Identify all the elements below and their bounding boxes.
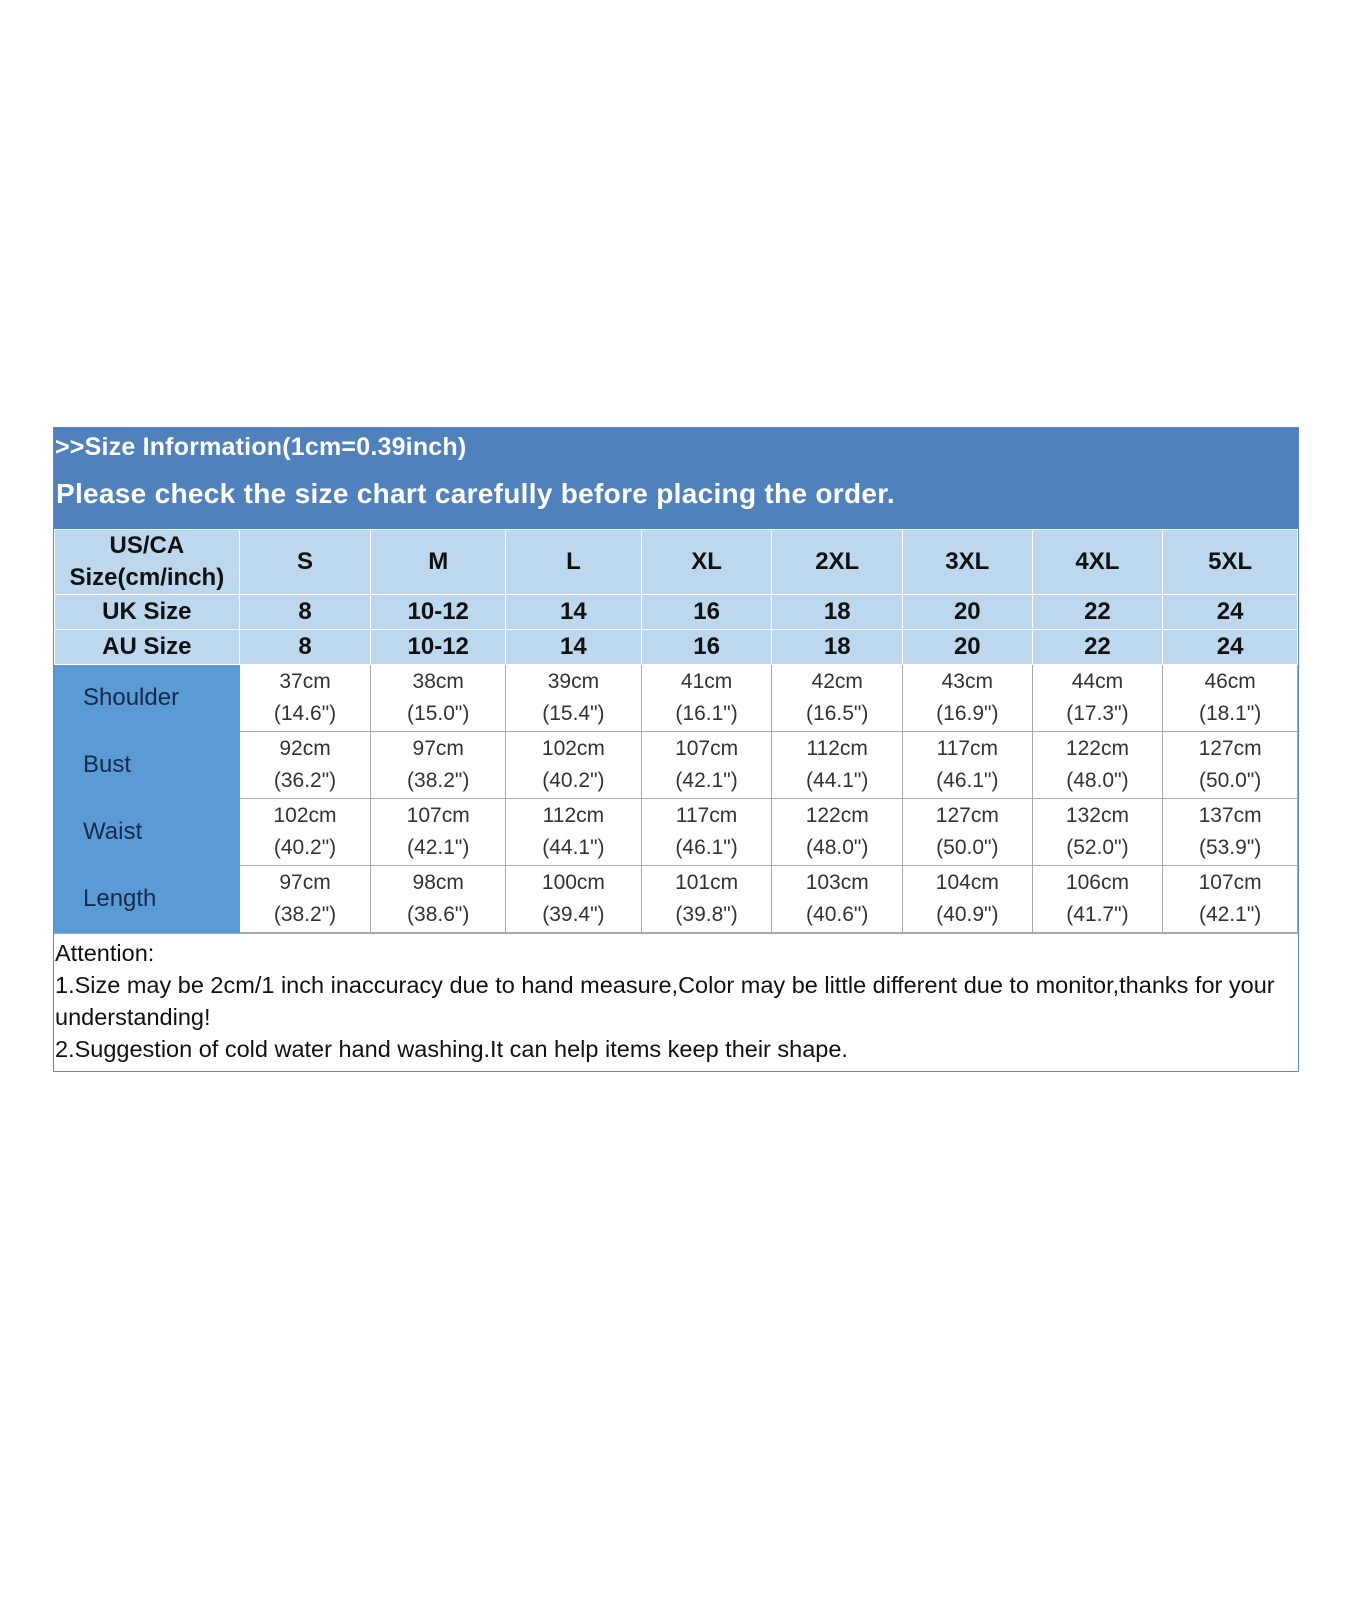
measurement-cm: 41cm: [680, 670, 733, 693]
measurement-cell: [371, 866, 506, 933]
attention-title: Attention:: [55, 940, 155, 966]
measurement-inch: (39.4"): [542, 903, 605, 926]
measurement-cm: 127cm: [1198, 737, 1262, 760]
measurement-cm: 137cm: [1198, 804, 1262, 827]
measurement-cm: 122cm: [1065, 737, 1129, 760]
size-header-5: 3XL: [903, 530, 1033, 595]
size-header-7: 5XL: [1163, 530, 1298, 595]
measurement-label: Waist: [55, 799, 240, 866]
measurement-cm: 122cm: [805, 804, 869, 827]
measurement-cm: 92cm: [279, 737, 331, 760]
measurement-cm: 104cm: [935, 871, 999, 894]
measurement-cell: [903, 799, 1033, 866]
measurement-cm: 107cm: [406, 804, 470, 827]
size-info-instruction: Please check the size chart carefully before placing the order.: [56, 478, 896, 509]
measurement-label: Length: [55, 866, 240, 933]
measurement-inch: (52.0"): [1066, 836, 1129, 859]
au-size-value-3: 16: [641, 630, 772, 665]
measurement-row-waist: [55, 799, 1298, 866]
measurement-cell: [903, 732, 1033, 799]
measurement-label: Shoulder: [55, 665, 240, 732]
measurement-cell: [1163, 799, 1298, 866]
measurement-cell: [772, 665, 903, 732]
measurement-inch: (15.0"): [407, 702, 470, 725]
size-header-2: L: [506, 530, 642, 595]
measurement-cell: [772, 732, 903, 799]
uk-size-value-2: 14: [506, 595, 642, 630]
measurement-inch: (40.2"): [273, 836, 337, 859]
measurement-cm: 117cm: [936, 737, 999, 760]
measurement-cm: 107cm: [675, 737, 739, 760]
measurement-cell: [506, 799, 642, 866]
size-header-3: XL: [641, 530, 772, 595]
uk-size-value-5: 20: [903, 595, 1033, 630]
au-size-value-2: 14: [506, 630, 642, 665]
measurement-cm: 97cm: [412, 737, 464, 760]
measurement-inch: (50.0"): [936, 836, 999, 859]
measurement-inch: (39.8"): [675, 903, 738, 926]
measurement-inch: (40.2"): [542, 769, 605, 792]
uk-size-label: UK Size: [55, 595, 240, 630]
au-size-value-7: 24: [1163, 630, 1298, 665]
measurement-inch: (16.9"): [936, 702, 999, 725]
measurement-inch: (44.1"): [806, 769, 869, 792]
measurement-cm: 98cm: [412, 871, 464, 894]
size-table: [54, 529, 1298, 933]
measurement-cm: 101cm: [675, 871, 739, 894]
measurement-cm: 107cm: [1198, 871, 1262, 894]
measurement-inch: (36.2"): [273, 769, 337, 792]
au-size-value-4: 18: [772, 630, 903, 665]
measurement-cell: [641, 866, 772, 933]
measurement-cm: 97cm: [279, 871, 331, 894]
measurement-cell: [239, 799, 371, 866]
uk-size-value-1: 10-12: [371, 595, 506, 630]
measurement-row-bust: [55, 732, 1298, 799]
measurement-cell: [371, 799, 506, 866]
size-header-4: 2XL: [772, 530, 903, 595]
measurement-inch: (44.1"): [542, 836, 605, 859]
measurement-cell: [239, 665, 371, 732]
measurement-cm: 112cm: [542, 804, 605, 827]
measurement-inch: (38.6"): [407, 903, 470, 926]
measurement-cell: [772, 866, 903, 933]
measurement-cell: [1032, 732, 1163, 799]
measurement-cm: 132cm: [1065, 804, 1129, 827]
measurement-inch: (16.5"): [806, 702, 869, 725]
uk-size-value-3: 16: [641, 595, 772, 630]
measurement-inch: (14.6"): [273, 702, 337, 725]
measurement-inch: (41.7"): [1066, 903, 1129, 926]
measurement-inch: (50.0"): [1198, 769, 1262, 792]
attention-notes: [54, 933, 1298, 1071]
measurement-inch: (38.2"): [273, 903, 337, 926]
measurement-cell: [1032, 866, 1163, 933]
measurement-cm: 100cm: [541, 871, 605, 894]
size-header-6: 4XL: [1032, 530, 1163, 595]
us-ca-size-row: [55, 530, 1298, 595]
measurement-cm: 46cm: [1204, 670, 1256, 693]
measurement-cell: [903, 866, 1033, 933]
measurement-cell: [1032, 799, 1163, 866]
measurement-cell: [506, 732, 642, 799]
measurement-cell: [1163, 732, 1298, 799]
measurement-cm: 103cm: [805, 871, 869, 894]
measurement-cell: [903, 665, 1033, 732]
measurement-inch: (48.0"): [806, 836, 869, 859]
uk-size-row: [55, 595, 1298, 630]
measurement-cell: [371, 665, 506, 732]
size-info-title: >>Size Information(1cm=0.39inch): [55, 433, 467, 461]
measurement-cm: 102cm: [541, 737, 605, 760]
measurement-cm: 38cm: [412, 670, 464, 693]
measurement-cm: 42cm: [811, 670, 863, 693]
measurement-cm: 117cm: [675, 804, 738, 827]
measurement-cell: [506, 665, 642, 732]
measurement-cell: [239, 732, 371, 799]
size-header-1: M: [371, 530, 506, 595]
measurement-cm: 39cm: [547, 670, 600, 693]
measurement-cell: [1163, 866, 1298, 933]
measurement-inch: (42.1"): [1198, 903, 1262, 926]
measurement-inch: (42.1"): [407, 836, 470, 859]
measurement-inch: (53.9"): [1198, 836, 1262, 859]
measurement-label: Bust: [55, 732, 240, 799]
uk-size-value-4: 18: [772, 595, 903, 630]
measurement-row-shoulder: [55, 665, 1298, 732]
measurement-cm: 106cm: [1065, 871, 1129, 894]
measurement-inch: (17.3"): [1066, 702, 1129, 725]
measurement-cm: 127cm: [935, 804, 999, 827]
measurement-cell: [641, 732, 772, 799]
measurement-inch: (16.1"): [675, 702, 738, 725]
measurement-inch: (42.1"): [675, 769, 738, 792]
au-size-value-1: 10-12: [371, 630, 506, 665]
measurement-row-length: [55, 866, 1298, 933]
au-size-value-0: 8: [239, 630, 371, 665]
measurement-cm: 43cm: [941, 670, 993, 693]
measurement-cell: [1163, 665, 1298, 732]
measurement-inch: (40.9"): [936, 903, 999, 926]
size-header-0: S: [239, 530, 371, 595]
measurement-inch: (15.4"): [542, 702, 605, 725]
measurement-inch: (46.1"): [675, 836, 738, 859]
measurement-cm: 44cm: [1071, 670, 1124, 693]
us-ca-size-header: US/CA Size(cm/inch): [55, 530, 240, 595]
au-size-row: [55, 630, 1298, 665]
measurement-inch: (48.0"): [1066, 769, 1129, 792]
measurement-inch: (38.2"): [407, 769, 470, 792]
measurement-cell: [641, 799, 772, 866]
measurement-cell: [1032, 665, 1163, 732]
measurement-cell: [772, 799, 903, 866]
attention-note-2: 2.Suggestion of cold water hand washing.It can help items keep their shape.: [55, 1036, 848, 1062]
uk-size-value-6: 22: [1032, 595, 1163, 630]
measurement-inch: (40.6"): [806, 903, 869, 926]
measurement-cell: [371, 732, 506, 799]
measurement-cm: 102cm: [273, 804, 337, 827]
au-size-value-5: 20: [903, 630, 1033, 665]
measurement-cell: [239, 866, 371, 933]
size-chart: [53, 427, 1299, 1072]
uk-size-value-0: 8: [239, 595, 371, 630]
size-info-banner: [54, 428, 1298, 529]
measurement-cm: 37cm: [279, 670, 331, 693]
measurement-inch: (46.1"): [936, 769, 999, 792]
measurement-inch: (18.1"): [1198, 702, 1262, 725]
uk-size-value-7: 24: [1163, 595, 1298, 630]
measurement-cell: [641, 665, 772, 732]
au-size-value-6: 22: [1032, 630, 1163, 665]
au-size-label: AU Size: [55, 630, 240, 665]
measurement-cm: 112cm: [806, 737, 868, 760]
measurement-cell: [506, 866, 642, 933]
attention-note-1: 1.Size may be 2cm/1 inch inaccuracy due to hand measure,Color may be little different due to monitor,thanks for your understanding!: [55, 972, 1275, 1030]
